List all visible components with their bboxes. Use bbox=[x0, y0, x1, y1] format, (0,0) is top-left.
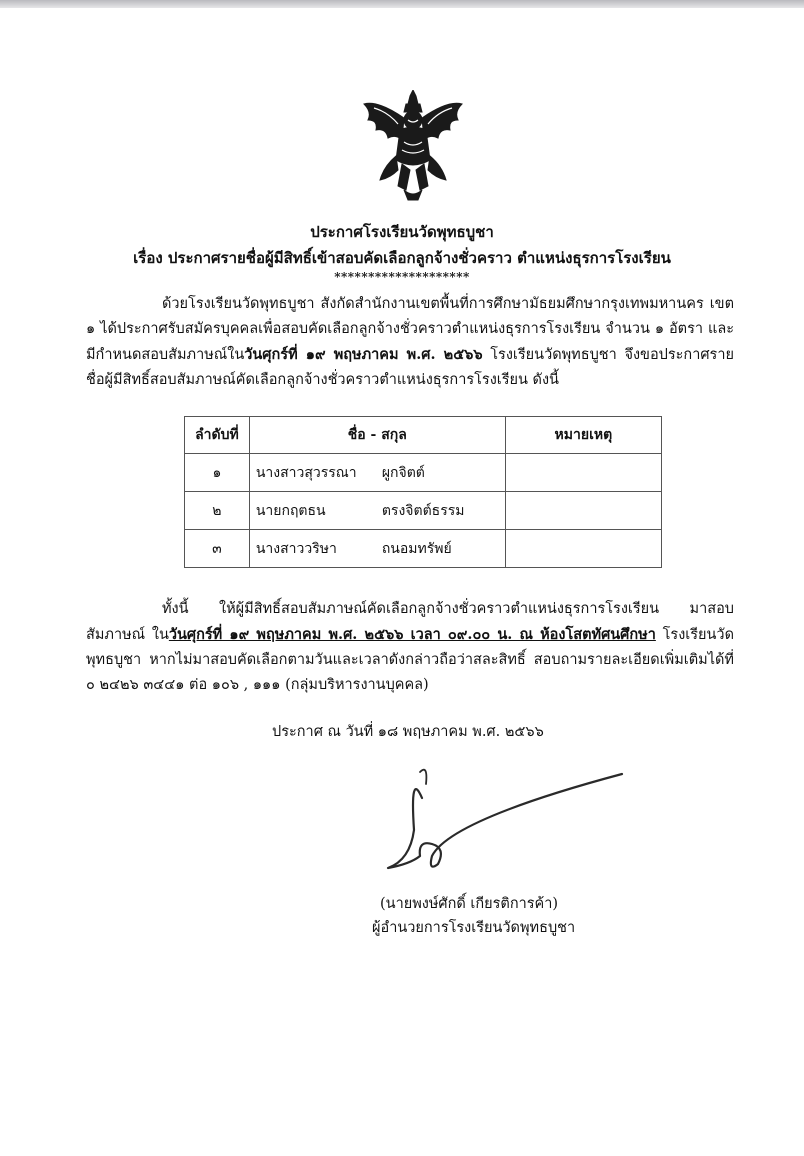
signatory-name: (นายพงษ์ศักดิ์ เกียรติการค้า) bbox=[380, 896, 559, 912]
notice-paragraph bbox=[86, 597, 734, 698]
announcement-date: ประกาศ ณ วันที่ ๑๘ พฤษภาคม พ.ศ. ๒๕๖๖ bbox=[272, 724, 544, 740]
first-name: นางสาววริษา bbox=[255, 540, 337, 557]
candidate-name bbox=[249, 454, 505, 492]
garuda-emblem-icon bbox=[358, 90, 468, 202]
signatory-position: ผู้อำนวยการโรงเรียนวัดพุทธบูชา bbox=[372, 920, 576, 936]
table-row bbox=[185, 530, 662, 568]
interview-date: วันศุกร์ที่ ๑๙ พฤษภาคม พ.ศ. ๒๕๖๖ bbox=[244, 346, 483, 363]
notice-text-1: ทั้งนี้ ให้ผู้มีสิทธิ์สอบสัมภาษณ์คัดเลือกลูกจ้างชั่วคราวตำแหน่งธุรการโรงเรียน มาสอบสัมภาษณ์ ใน bbox=[86, 601, 734, 643]
last-name: ตรงจิตต์ธรรม bbox=[381, 502, 465, 519]
first-name: นางสาวสุวรรณา bbox=[255, 464, 357, 481]
col-header-order: ลำดับที่ bbox=[185, 417, 250, 454]
last-name: ผูกจิตต์ bbox=[381, 464, 425, 481]
intro-text-2: โรงเรียนวัดพุทธบูชา จึงขอประกาศรายชื่อผู้มีสิทธิ์สอบสัมภาษณ์คัดเลือกลูกจ้างชั่วคราวตำแหน่งธุรการโรงเรียน ดังนี้ bbox=[86, 347, 734, 388]
announcement-subject: เรื่อง ประกาศรายชื่อผู้มีสิทธิ์เข้าสอบคัดเลือกลูกจ้างชั่วคราว ตำแหน่งธุรการโรงเรียน bbox=[133, 249, 671, 267]
signature-icon bbox=[380, 760, 630, 880]
row-number: ๓ bbox=[185, 530, 250, 568]
candidate-name bbox=[249, 492, 505, 530]
intro-paragraph bbox=[86, 292, 734, 393]
row-number: ๑ bbox=[185, 454, 250, 492]
row-number: ๒ bbox=[185, 492, 250, 530]
window-top-bar bbox=[0, 0, 804, 8]
last-name: ถนอมทรัพย์ bbox=[381, 540, 452, 557]
row-note bbox=[505, 454, 661, 492]
candidate-name bbox=[249, 530, 505, 568]
first-name: นายกฤตธน bbox=[255, 502, 326, 519]
table-header-row bbox=[185, 417, 662, 454]
notice-text-2: โรงเรียนวัดพุทธบูชา หากไม่มาสอบคัดเลือกตามวันและเวลาดังกล่าวถือว่าสละสิทธิ์ สอบถามรายละเอียดเพิ่มเติมได้ที่ ๐ ๒๔๒๖ ๓๔๔๑ ต่อ ๑๐๖ , ๑๑๑ (กลุ่มบริหารงานบุคคล) bbox=[86, 627, 734, 693]
col-header-note: หมายเหตุ bbox=[505, 417, 661, 454]
announcement-title: ประกาศโรงเรียนวัดพุทธบูชา bbox=[310, 223, 494, 241]
table-row bbox=[185, 454, 662, 492]
row-note bbox=[505, 492, 661, 530]
row-note bbox=[505, 530, 661, 568]
col-header-name: ชื่อ - สกุล bbox=[249, 417, 505, 454]
candidate-table bbox=[184, 416, 662, 568]
notice-datetime-place: วันศุกร์ที่ ๑๙ พฤษภาคม พ.ศ. ๒๕๖๖ เวลา ๐๙.๐๐ น. ณ ห้องโสตทัศนศึกษา bbox=[168, 626, 656, 643]
intro-text-1: ด้วยโรงเรียนวัดพุทธบูชา สังกัดสำนักงานเขตพื้นที่การศึกษามัธยมศึกษากรุงเทพมหานคร เขต ๑ ได้ประกาศรับสมัครบุคคลเพื่อสอบคัดเลือกลูกจ้างชั่วคราวตำแหน่งธุรการโรงเรียน จำนวน ๑ อัตรา และมีกำหนดสอบสัมภาษณ์ใน bbox=[86, 296, 734, 363]
separator-stars: ******************** bbox=[334, 270, 470, 284]
table-row bbox=[185, 492, 662, 530]
